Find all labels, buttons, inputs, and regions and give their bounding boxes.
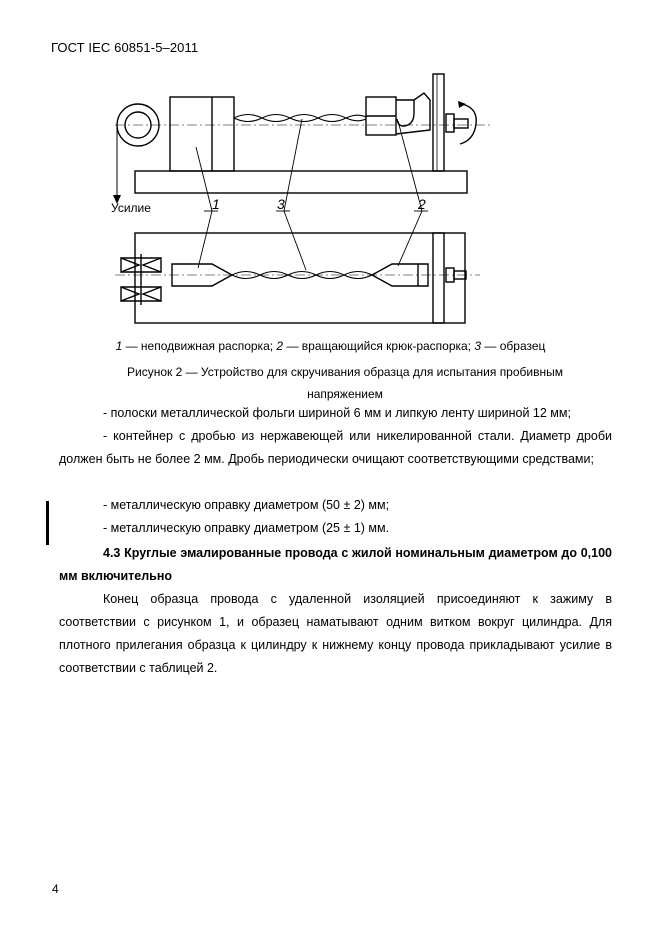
legend-text-3: — образец <box>481 339 546 353</box>
hook-spacer-top <box>366 93 430 135</box>
twisting-device-figure <box>0 0 661 336</box>
page-number: 4 <box>52 882 59 896</box>
fixed-spacer-top <box>170 97 234 171</box>
figure-legend <box>0 339 661 353</box>
specimen-top <box>234 115 366 122</box>
stand-bottom <box>433 233 444 323</box>
legend-text-1: — неподвижная распорка; <box>122 339 277 353</box>
legend-num-2: 2 <box>276 339 284 353</box>
change-bar <box>46 501 49 545</box>
callout-1: 1 <box>212 196 220 212</box>
handle-top <box>446 104 476 144</box>
legend-num-1: 1 <box>115 339 123 353</box>
legend-num-3: 3 <box>474 339 482 353</box>
pulley-bottom <box>121 254 161 305</box>
item-mandrel-25: - металлическую оправку диаметром (25 ± 1) мм. <box>103 521 390 535</box>
figure-caption <box>110 361 580 405</box>
section-text: Конец образца провода с удаленной изоляцией присоединяют к зажиму в соответствии с рисунком 1, и образец наматывают одним витком вокруг цилиндра. Для плотного прилегания образца к цилиндру к нижнему концу провода прикладывают усилие в соответствии с таблицей 2. <box>59 592 612 675</box>
item-mandrel-50: - металлическую оправку диаметром (50 ± 2) мм; <box>103 498 390 512</box>
section-heading: 4.3 Круглые эмалированные провода с жилой номинальным диаметром до 0,100 мм включительно <box>59 546 612 583</box>
pulley-top <box>117 104 159 198</box>
caption-line-1: Рисунок 2 — Устройство для скручивания образца для испытания пробивным <box>126 365 563 379</box>
item-foil: - полоски металлической фольги шириной 6 мм и липкую ленту шириной 12 мм; <box>103 406 571 420</box>
item-container: - контейнер с дробью из нержавеющей или никелированной стали. Диаметр дроби должен быть не более 2 мм. Дробь периодически очищают соответствующими средствами; <box>59 429 612 466</box>
document-header: ГОСТ IEC 60851-5–2011 <box>51 40 199 55</box>
caption-line-2: напряжением <box>307 387 383 401</box>
base-plate <box>135 171 467 193</box>
stand-top <box>433 74 444 171</box>
callout-3: 3 <box>277 196 285 212</box>
callout-2: 2 <box>418 196 426 212</box>
legend-text-2: — вращающийся крюк-распорка; <box>283 339 475 353</box>
force-label: Усилие <box>111 201 151 215</box>
